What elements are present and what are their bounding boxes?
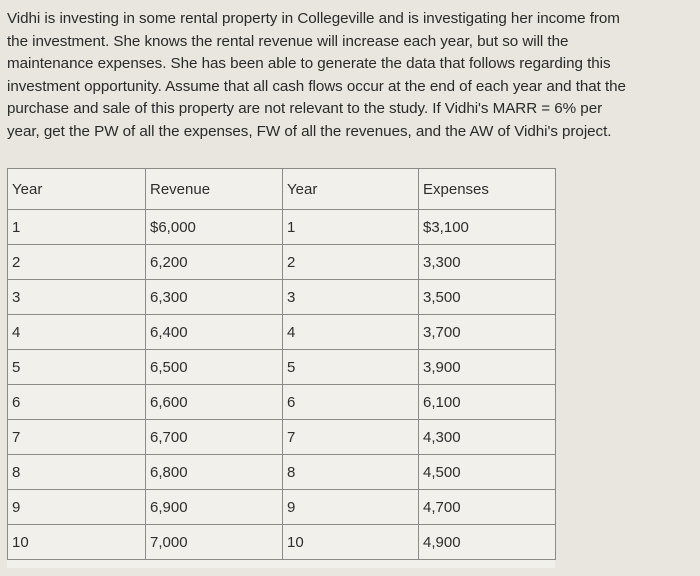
cell-revenue: 6,400	[146, 315, 283, 350]
cell-revenue: 6,600	[146, 385, 283, 420]
cell-year: 10	[283, 525, 419, 560]
table-row	[8, 210, 556, 245]
table-row	[8, 350, 556, 385]
problem-statement	[7, 8, 695, 144]
problem-line: Vidhi is investing in some rental property in Collegeville and is investigating her income from	[7, 10, 620, 27]
cell-year: 5	[283, 350, 419, 385]
cell-year: 3	[283, 280, 419, 315]
cell-year: 9	[8, 490, 146, 525]
table-row	[8, 525, 556, 560]
cell-year: 6	[283, 385, 419, 420]
table-row	[8, 385, 556, 420]
cell-year: 4	[283, 315, 419, 350]
table-row	[8, 455, 556, 490]
problem-line: purchase and sale of this property are not relevant to the study. If Vidhi's MARR = 6% per	[7, 100, 603, 118]
cell-expense: 3,300	[419, 245, 556, 280]
cell-revenue: 6,900	[146, 490, 283, 525]
cell-revenue: $6,000	[146, 210, 283, 245]
table-row	[8, 315, 556, 350]
cell-expense: 3,500	[419, 280, 556, 315]
cell-year: 8	[8, 455, 146, 490]
cell-year: 2	[283, 245, 419, 280]
table-row	[8, 280, 556, 315]
header-year-revenue: Year	[8, 169, 146, 210]
cash-flow-table	[7, 168, 556, 560]
header-revenue: Revenue	[146, 169, 283, 210]
header-year-expenses: Year	[283, 169, 419, 210]
table-header-row	[8, 169, 556, 210]
table-row	[8, 420, 556, 455]
cell-year: 8	[283, 455, 419, 490]
table-row	[8, 490, 556, 525]
cell-expense: 4,300	[419, 420, 556, 455]
cell-revenue: 6,700	[146, 420, 283, 455]
cell-revenue: 6,500	[146, 350, 283, 385]
cell-expense: 3,900	[419, 350, 556, 385]
cell-year: 7	[283, 420, 419, 455]
cell-expense: 6,100	[419, 385, 556, 420]
problem-line: investment opportunity. Assume that all cash flows occur at the end of each year and that the	[7, 77, 626, 95]
cell-year: 2	[8, 245, 146, 280]
cell-year: 3	[8, 280, 146, 315]
cell-revenue: 6,200	[146, 245, 283, 280]
problem-line: year, get the PW of all the expenses, FW of all the revenues, and the AW of Vidhi's project.	[7, 122, 612, 140]
cell-expense: $3,100	[419, 210, 556, 245]
cell-expense: 3,700	[419, 315, 556, 350]
cell-year: 4	[8, 315, 146, 350]
cell-year: 10	[8, 525, 146, 560]
cell-year: 7	[8, 420, 146, 455]
cell-year: 1	[283, 210, 419, 245]
cell-year: 6	[8, 385, 146, 420]
table-row	[8, 245, 556, 280]
cell-revenue: 6,300	[146, 280, 283, 315]
cell-revenue: 6,800	[146, 455, 283, 490]
cell-expense: 4,900	[419, 525, 556, 560]
cell-expense: 4,500	[419, 455, 556, 490]
cell-year: 5	[8, 350, 146, 385]
problem-line: the investment. She knows the rental revenue will increase each year, but so will the	[7, 32, 569, 50]
cash-flow-table-container	[7, 168, 555, 568]
header-expenses: Expenses	[419, 169, 556, 210]
cell-year: 9	[283, 490, 419, 525]
cell-expense: 4,700	[419, 490, 556, 525]
problem-line: maintenance expenses. She has been able to generate the data that follows regarding this	[7, 55, 611, 73]
cell-revenue: 7,000	[146, 525, 283, 560]
cell-year: 1	[8, 210, 146, 245]
